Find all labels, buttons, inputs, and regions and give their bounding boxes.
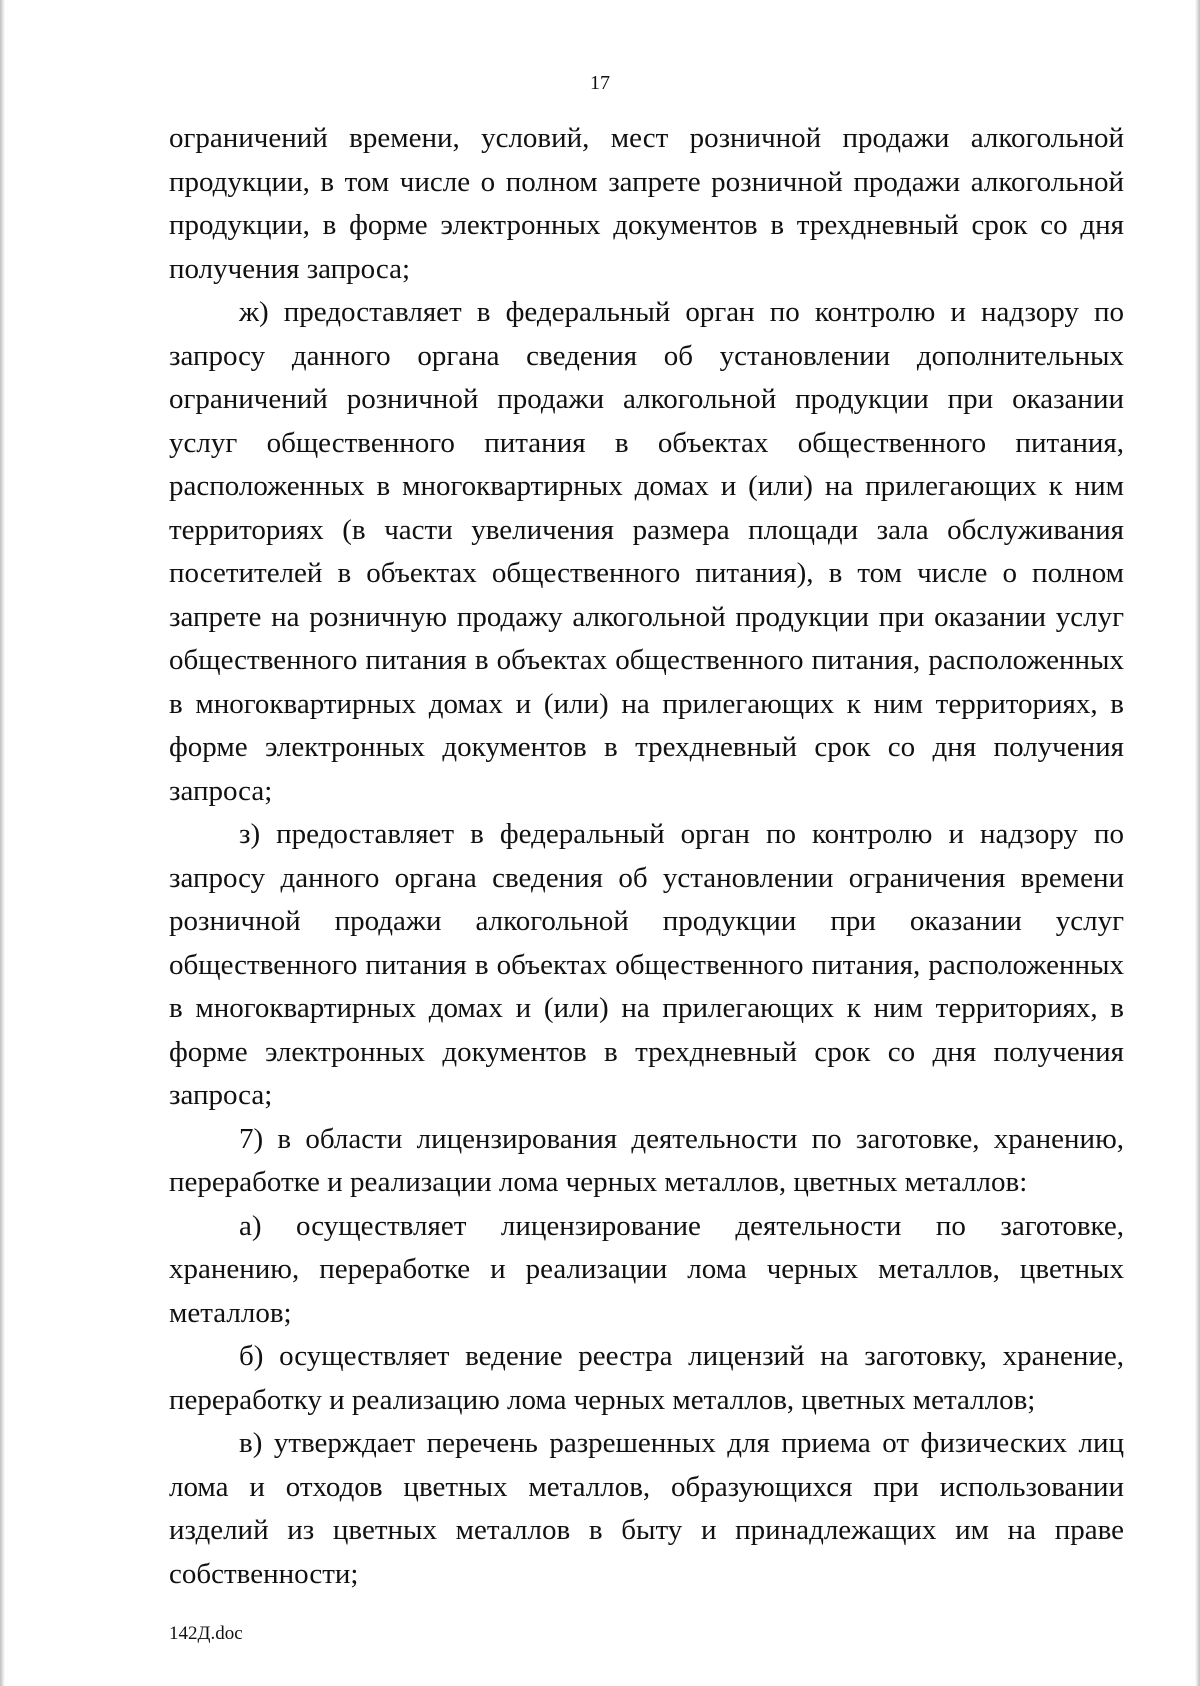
paragraph-continuation: ограничений времени, условий, мест розничной продажи алкогольной продукции, в том числе о полном запрете розничной продажи алкогольной продукции, в форме электронных документов в трехдневный срок со дня получения запроса; [169,122,1124,285]
paragraph-item-z: з) предоставляет в федеральный орган по контролю и надзору по запросу данного органа сведения об установлении ограничения времени розничной продажи алкогольной продукции при оказании услуг общественного питания в объектах общественного питания, расположенных в многоквартирных домах и (или) на прилегающих к ним территориях, в форме электронных документов в трехдневный срок со дня получения запроса; [169,818,1124,1111]
document-body [169,117,1124,1596]
scan-edge-left [0,0,5,1686]
paragraph-item-zh: ж) предоставляет в федеральный орган по контролю и надзору по запросу данного органа сведения об установлении дополнительных ограничений розничной продажи алкогольной продукции при оказании услуг общественного питания в объектах общественного питания, расположенных в многоквартирных домах и (или) на прилегающих к ним территориях (в части увеличения размера площади зала обслуживания посетителей в объектах общественного питания), в том числе о полном запрете на розничную продажу алкогольной продукции при оказании услуг общественного питания в объектах общественного питания, расположенных в многоквартирных домах и (или) на прилегающих к ним территориях, в форме электронных документов в трехдневный срок со дня получения запроса; [169,296,1124,807]
page-number: 17 [590,72,610,94]
paragraph-section-7: 7) в области лицензирования деятельности по заготовке, хранению, переработке и реализации лома черных металлов, цветных металлов: [169,1122,1124,1198]
scan-edge-right [1195,0,1200,1686]
paragraph-item-v: в) утверждает перечень разрешенных для приема от физических лиц лома и отходов цветных металлов, образующихся при использовании изделий из цветных металлов в быту и принадлежащих им на праве собственности; [169,1427,1124,1590]
paragraph-item-b: б) осуществляет ведение реестра лицензий на заготовку, хранение, переработку и реализацию лома черных металлов, цветных металлов; [169,1340,1124,1416]
footer-filename: 142Д.doc [169,1623,243,1644]
paragraph-item-a: а) осуществляет лицензирование деятельности по заготовке, хранению, переработке и реализации лома черных металлов, цветных металлов; [169,1209,1124,1329]
